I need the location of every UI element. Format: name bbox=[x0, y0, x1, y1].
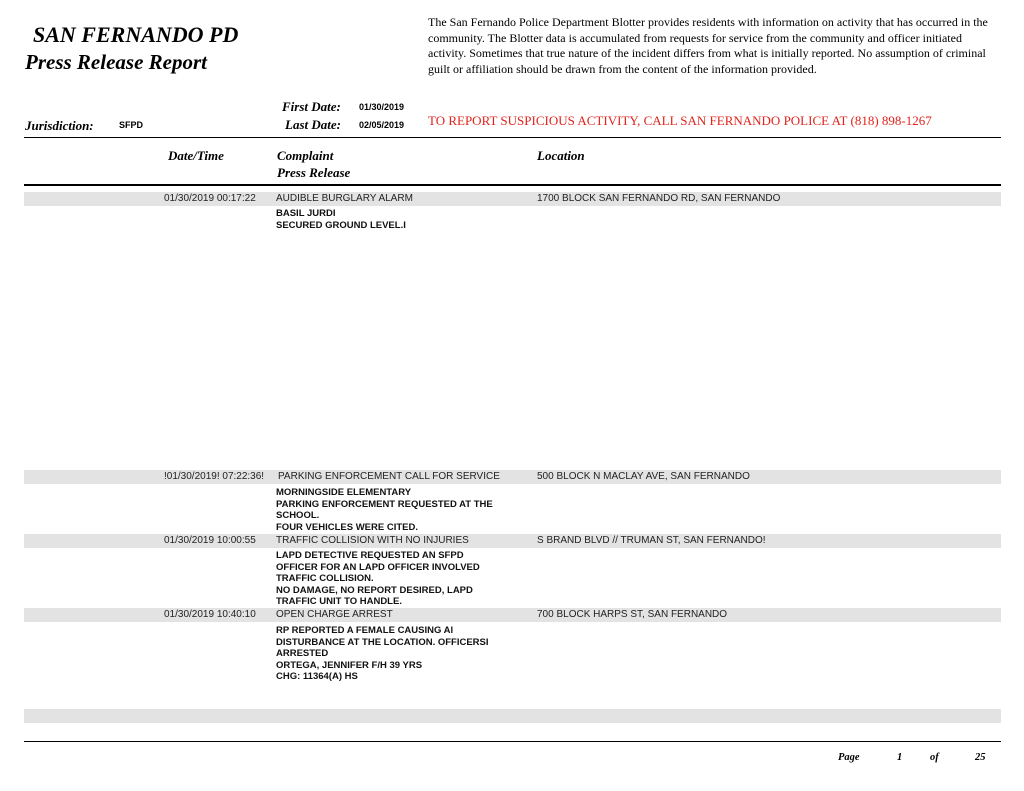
entry-datetime: 01/30/2019 10:40:10 bbox=[164, 609, 256, 620]
column-header-press-release: Press Release bbox=[277, 165, 351, 180]
entry-press-release: MORNINGSIDE ELEMENTARY PARKING ENFORCEMENT REQUESTED AT THE SCHOOL. FOUR VEHICLES WERE CITED. bbox=[276, 487, 493, 533]
first-date-label: First Date: bbox=[282, 99, 341, 114]
entry-datetime: 01/30/2019 10:00:55 bbox=[164, 535, 256, 546]
column-header-location: Location bbox=[537, 148, 585, 163]
entry-location: 700 BLOCK HARPS ST, SAN FERNANDO bbox=[537, 609, 728, 620]
jurisdiction-label: Jurisdiction: bbox=[25, 118, 94, 133]
page-number: 1 bbox=[897, 752, 903, 763]
of-label: of bbox=[930, 752, 939, 763]
entry-press-release: BASIL JURDI SECURED GROUND LEVEL.I bbox=[276, 208, 406, 231]
entry-complaint: OPEN CHARGE ARREST bbox=[276, 609, 393, 620]
entry-complaint: AUDIBLE BURGLARY ALARM bbox=[276, 193, 413, 204]
report-title: Press Release Report bbox=[25, 50, 207, 74]
blotter-disclaimer: The San Fernando Police Department Blotter provides residents with information on activity that has occurred in the community. The Blotter data is accumulated from requests for service from the community and officer initiated activity. Sometimes that true nature of the incident differs from what is initially reported. No assumption of criminal guilt or affiliation should be drawn from the content of the information provided. bbox=[428, 15, 988, 76]
entry-location: S BRAND BLVD // TRUMAN ST, SAN FERNANDO! bbox=[537, 535, 766, 546]
page-label: Page bbox=[838, 752, 860, 763]
entry-press-release: LAPD DETECTIVE REQUESTED AN SFPD OFFICER FOR AN LAPD OFFICER INVOLVED TRAFFIC COLLISION. NO DAMAGE, NO REPORT DESIRED, LAPD TRAFFIC UNIT TO HANDLE. bbox=[276, 550, 480, 608]
last-date-value: 02/05/2019 bbox=[359, 120, 405, 130]
report-activity-notice: TO REPORT SUSPICIOUS ACTIVITY, CALL SAN FERNANDO POLICE AT (818) 898-1267 bbox=[428, 113, 932, 128]
table-row bbox=[24, 709, 1001, 723]
column-header-complaint: Complaint bbox=[277, 148, 334, 163]
header-rule bbox=[24, 137, 1001, 138]
column-header-rule bbox=[24, 184, 1001, 186]
entry-press-release: RP REPORTED A FEMALE CAUSING Al DISTURBANCE AT THE LOCATION. OFFICERSI ARRESTED ORTEGA, JENNIFER F/H 39 YRS CHG: 11364(A) HS bbox=[276, 625, 489, 683]
entry-location: 500 BLOCK N MACLAY AVE, SAN FERNANDO bbox=[537, 471, 750, 482]
first-date-value: 01/30/2019 bbox=[359, 102, 405, 112]
last-date-label: Last Date: bbox=[285, 117, 341, 132]
entry-datetime: 01/30/2019 00:17:22 bbox=[164, 193, 256, 204]
entry-location: 1700 BLOCK SAN FERNANDO RD, SAN FERNANDO bbox=[537, 193, 781, 204]
entry-complaint: PARKING ENFORCEMENT CALL FOR SERVICE bbox=[278, 471, 500, 482]
column-header-datetime: Date/Time bbox=[168, 148, 224, 163]
total-pages: 25 bbox=[975, 752, 986, 763]
jurisdiction-value: SFPD bbox=[119, 120, 144, 130]
entry-complaint: TRAFFIC COLLISION WITH NO INJURIES bbox=[276, 535, 469, 546]
department-name: SAN FERNANDO PD bbox=[33, 22, 239, 47]
footer-rule bbox=[24, 741, 1001, 742]
entry-datetime: !01/30/2019! 07:22:36! bbox=[164, 471, 265, 482]
